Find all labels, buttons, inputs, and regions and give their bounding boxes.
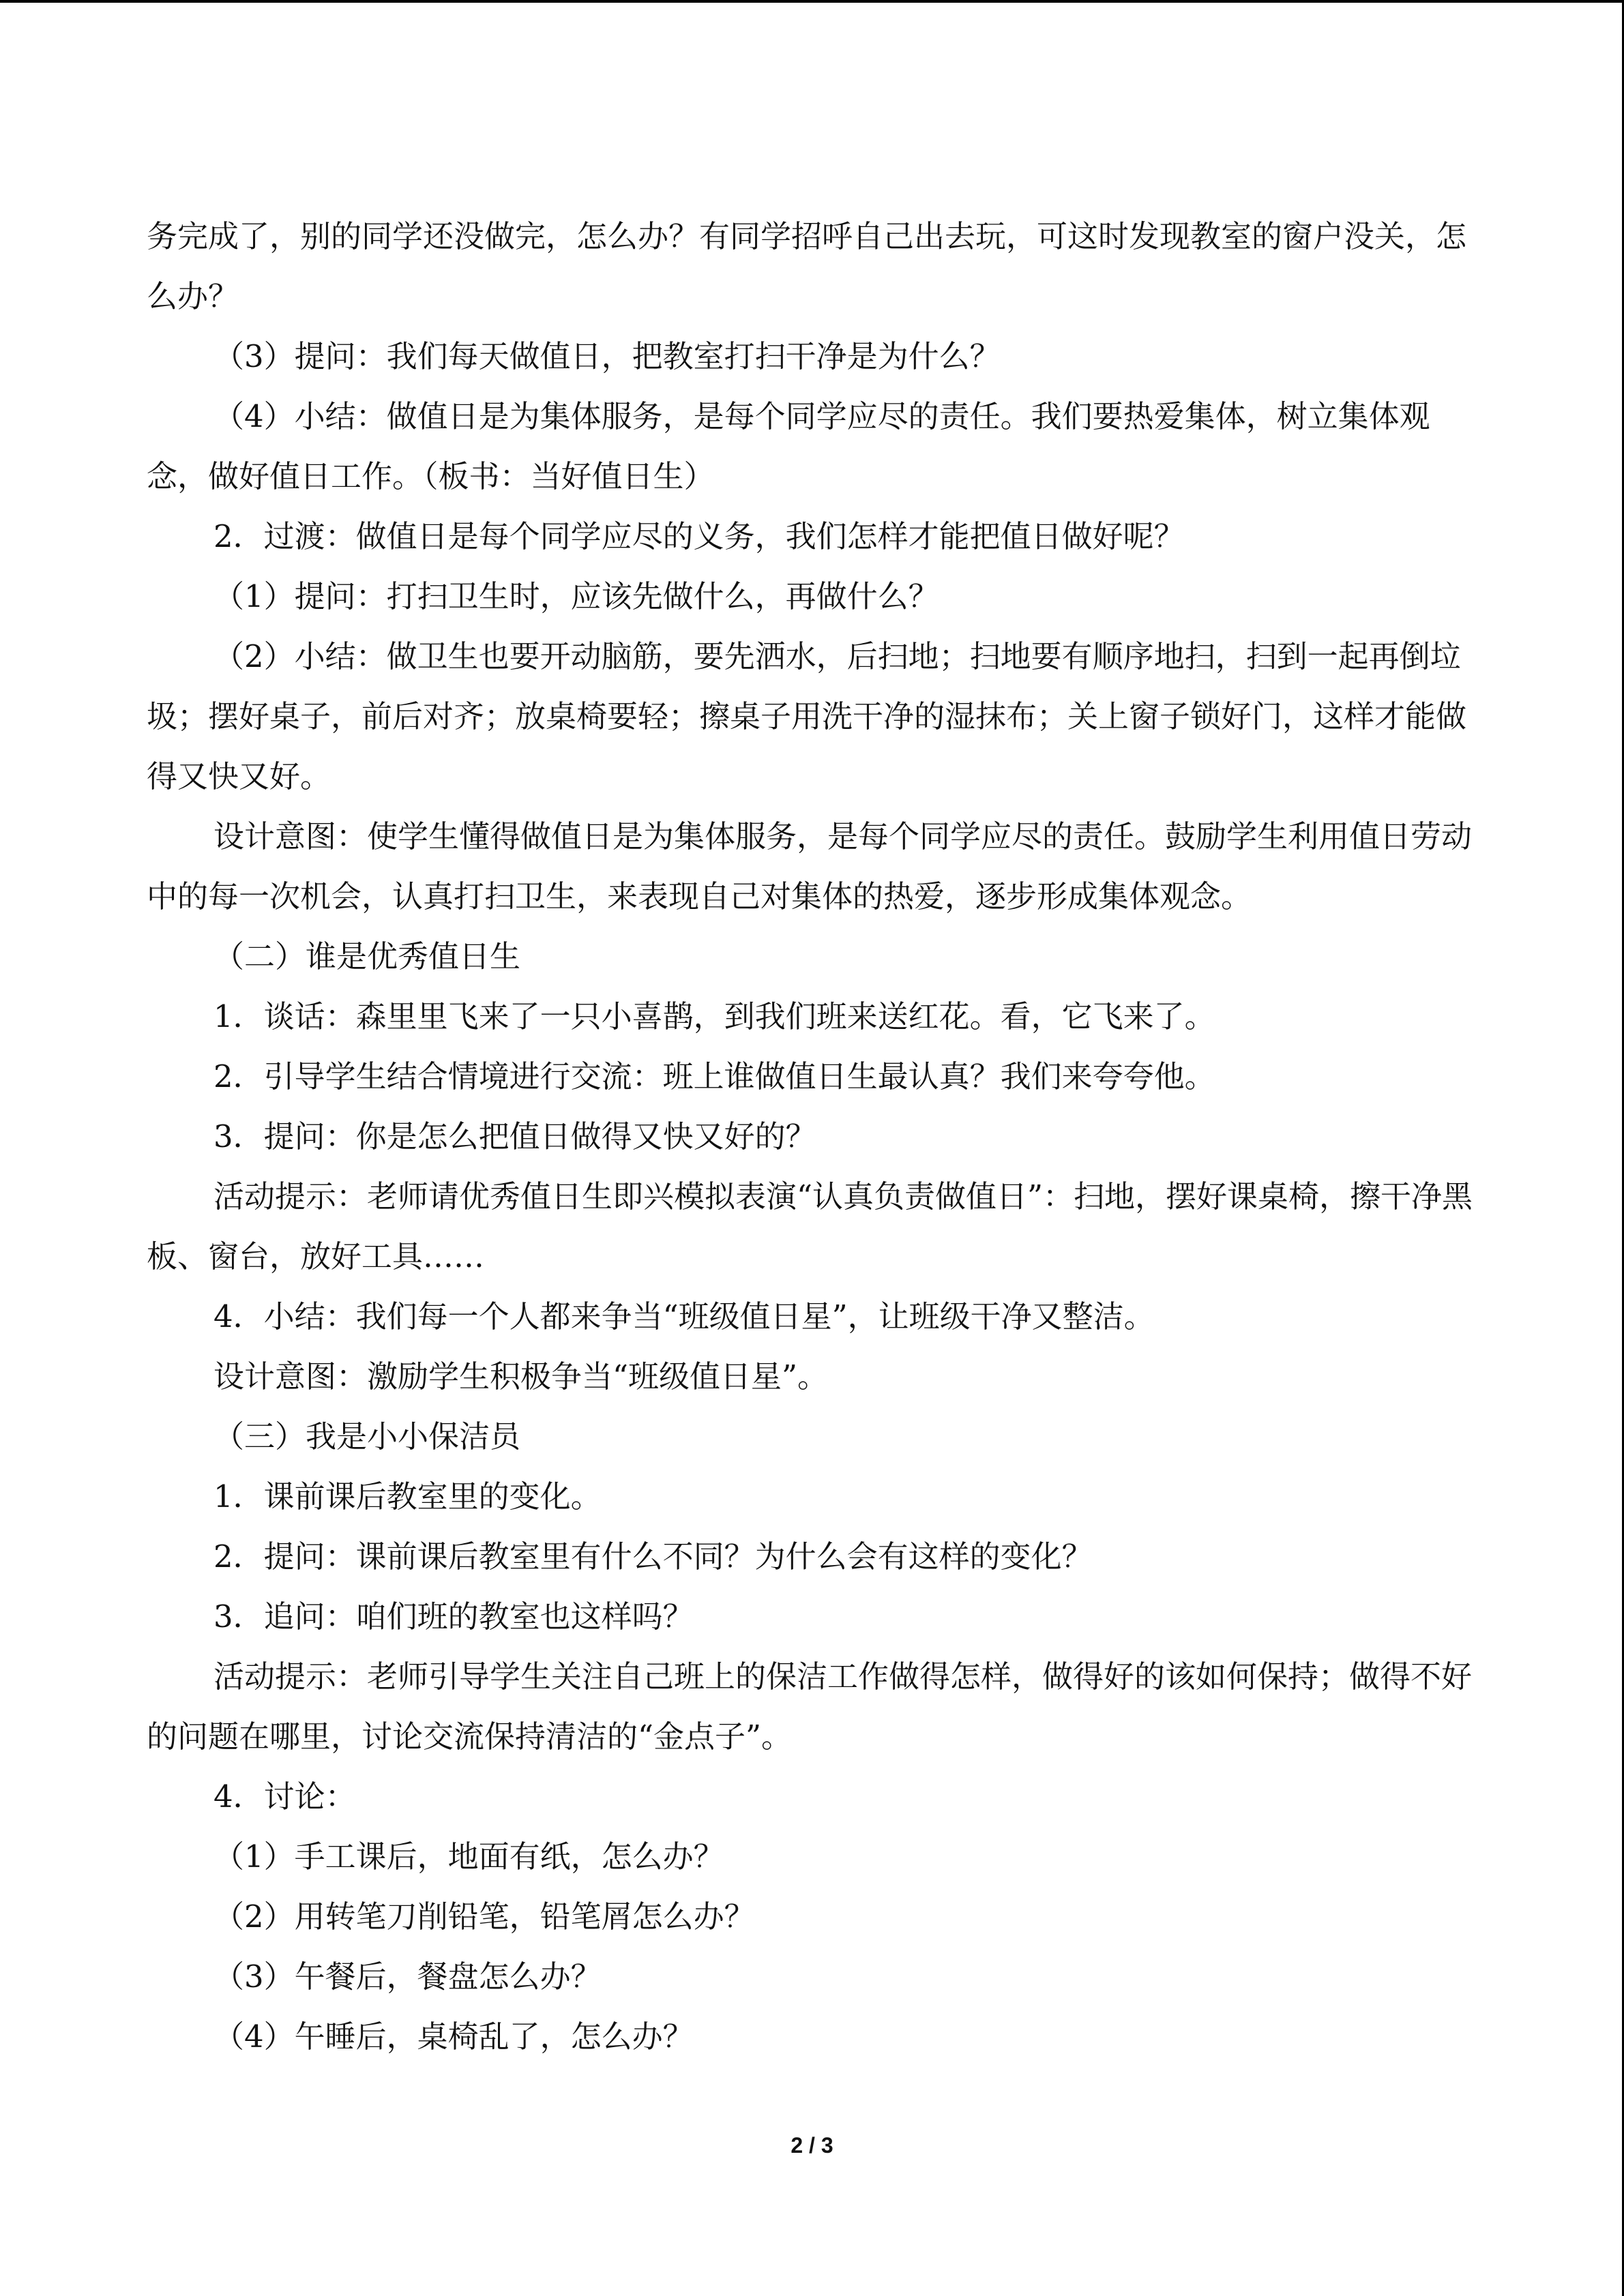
paragraph: 设计意图：使学生懂得做值日是为集体服务，是每个同学应尽的责任。鼓励学生利用值日劳动中的每一次机会，认真打扫卫生，来表现自己对集体的热爱，逐步形成集体观念。 <box>147 818 1473 914</box>
list-item: （2）用转笔刀削铅笔，铅笔屑怎么办？ <box>213 1898 755 1935</box>
section-heading: （二）谁是优秀值日生 <box>213 938 521 974</box>
paragraph: 设计意图：激励学生积极争当“班级值日星”。 <box>213 1358 829 1395</box>
paragraph: 3．追问：咱们班的教室也这样吗？ <box>213 1598 694 1635</box>
paragraph: 务完成了，别的同学还没做完，怎么办？有同学招呼自己出去玩，可这时发现教室的窗户没关，怎么办？ <box>147 218 1467 314</box>
list-item: （3）午餐后，餐盘怎么办？ <box>213 1958 602 1995</box>
paragraph: 2．提问：课前课后教室里有什么不同？为什么会有这样的变化？ <box>213 1538 1093 1575</box>
paragraph: 4．小结：我们每一个人都来争当“班级值日星”，让班级干净又整洁。 <box>213 1298 1155 1335</box>
paragraph: 活动提示：老师引导学生关注自己班上的保洁工作做得怎样，做得好的该如何保持；做得不好的问题在哪里，讨论交流保持清洁的“金点子”。 <box>147 1658 1473 1755</box>
page-number: 2 / 3 <box>791 2133 833 2158</box>
paragraph: 1．课前课后教室里的变化。 <box>213 1478 602 1515</box>
paragraph: （1）提问：打扫卫生时，应该先做什么，再做什么？ <box>213 578 939 614</box>
paragraph: 2．引导学生结合情境进行交流：班上谁做值日生最认真？我们来夸夸他。 <box>213 1058 1215 1094</box>
list-item: （4）午睡后，桌椅乱了，怎么办？ <box>213 2018 694 2055</box>
document-body <box>147 207 1477 2067</box>
paragraph: （3）提问：我们每天做值日，把教室打扫干净是为什么？ <box>213 338 1001 374</box>
paragraph: 1．谈话：森里里飞来了一只小喜鹊，到我们班来送红花。看，它飞来了。 <box>213 998 1215 1034</box>
paragraph: （2）小结：做卫生也要开动脑筋，要先洒水，后扫地；扫地要有顺序地扫，扫到一起再倒垃圾；摆好桌子，前后对齐；放桌椅要轻；擦桌子用洗干净的湿抹布；关上窗子锁好门，这样才能做得又快又好。 <box>147 638 1467 794</box>
paragraph: 4．讨论： <box>213 1778 356 1815</box>
paragraph: 活动提示：老师请优秀值日生即兴模拟表演“认真负责做值日”：扫地，摆好课桌椅，擦干净黑板、窗台，放好工具…… <box>147 1178 1473 1274</box>
top-border-rule <box>0 0 1624 3</box>
paragraph: （4）小结：做值日是为集体服务，是每个同学应尽的责任。我们要热爱集体，树立集体观念，做好值日工作。（板书：当好值日生） <box>147 398 1430 494</box>
paragraph: 2．过渡：做值日是每个同学应尽的义务，我们怎样才能把值日做好呢？ <box>213 518 1185 554</box>
section-heading: （三）我是小小保洁员 <box>213 1418 521 1455</box>
list-item: （1）手工课后，地面有纸，怎么办？ <box>213 1838 724 1875</box>
paragraph: 3．提问：你是怎么把值日做得又快又好的？ <box>213 1118 816 1154</box>
